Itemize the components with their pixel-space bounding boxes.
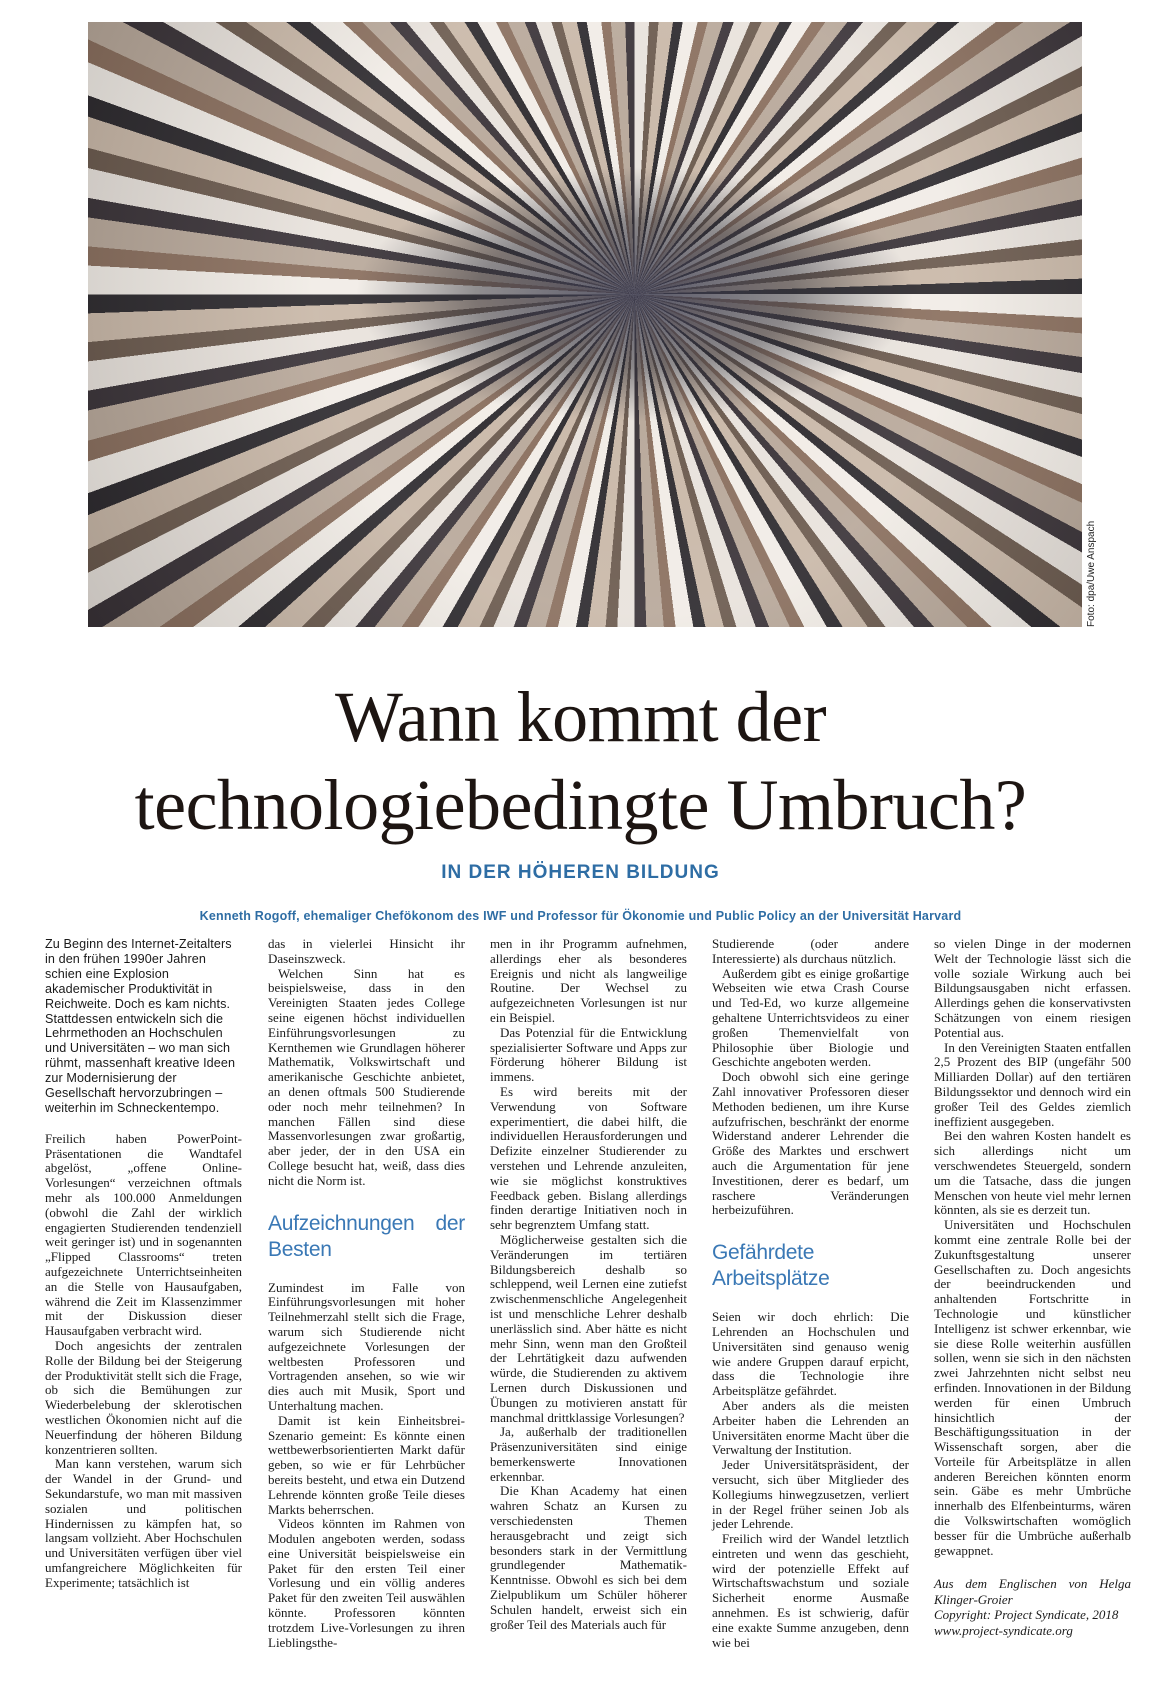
headline-line-2: technologiebedingte Umbruch? [134,765,1027,845]
translation-credit [934,1576,1131,1638]
paragraph: men in ihr Programm aufnehmen, allerdings eher als besonderes Ereignis und nicht als langweilige Routine. Der Wechsel zu aufgezeichneten Vorlesungen ist nur ein Beispiel. [490,936,687,1025]
copyright-notice: Copyright: Project Syndicate, 2018 [934,1607,1119,1623]
paragraph: Welchen Sinn hat es beispielsweise, dass in den Vereinigten Staaten jedes College seine eigenen höchst individuellen Einführungsvorlesungen zu Kernthemen wie Grundlagen höherer Mathematik, Volkswirtschaft und amerikanische Geschichte anbietet, an denen oftmals 500 Studierende oder noch mehr teilnehmen? In manchen Fällen sind diese Massenvorlesungen zwar großartig, aber jeder, der in den USA ein College besucht hat, weiß, dass dies nicht die Norm ist. [268,965,465,1188]
article-column-2 [268,937,465,1650]
article-column-3 [490,937,687,1632]
paragraph: Universitäten und Hochschulen kommt eine zentrale Rolle bei der Zukunftsgestaltung unserer Gesellschaften zu. Doch angesichts der beeindruckenden und anhaltenden Fortschritte in Technologie und künstlicher Intelligenz ist schwer erkennbar, wie sie diese Rolle weiterhin ausfüllen sollen, wenn sie sich in den nächsten zwei Jahrzehnten nicht selbst neu erfinden. Innovationen in der Bildung werden für einen Umbruch hinsichtlich der Beschäftigungssituation in der Wissenschaft sorgen, aber die Vorteile für Arbeitsplätze in allen anderen Bereichen könnten enorm sein. Gäbe es mehr Umbrüche innerhalb des Elfenbeinturms, wären die Volkswirtschaften womöglich besser für die Umbrüche außerhalb gewappnet. [934,1217,1131,1558]
paragraph: Bei den wahren Kosten handelt es sich allerdings nicht um verschwendetes Steuergeld, sondern um die Tatsache, dass die jungen Menschen von heute viel mehr lernen könnten, als sie es derzeit tun. [934,1128,1131,1218]
paragraph: Aber anders als die meisten Arbeiter haben die Lehrenden an Universitäten enorme Macht über die Verwaltung der Institution. [712,1397,909,1458]
translator-credit: Aus dem Englischen von Helga Klinger-Groier [934,1576,1131,1607]
paragraph: Doch angesichts der zentralen Rolle der Bildung bei der Steigerung der Produktivität stellt sich die Frage, ob sich die Bemühungen zur Wiederbelebung der sklerotischen westlichen Ökonomien nicht auf die Neuerfindung der höheren Bildung konzentrieren sollten. [45,1338,242,1457]
paragraph: Das Potenzial für die Entwicklung spezialisierter Software und Apps zur Förderung höherer Bildung ist immens. [490,1024,687,1085]
headline-line-1: Wann kommt der [334,677,827,757]
article-column-4 [712,937,909,1650]
source-link[interactable]: www.project-syndicate.org [934,1622,1073,1638]
paragraph: Studierende (oder andere Interessierte) als durchaus nützlich. [712,936,909,966]
paragraph: Die Khan Academy hat einen wahren Schatz an Kursen zu verschiedensten Themen herausgebracht und zeigt sich besonders stark in der Vermittlung grundlegender Mathematik-Kenntnisse. Obwohl es sich bei dem Zielpublikum um Schüler höherer Schulen handelt, erweist sich ein großer Teil des Materials auch für [490,1483,687,1632]
paragraph: Ja, außerhalb der traditionellen Präsenzuniversitäten sind einige bemerkenswerte Innovationen erkennbar. [490,1424,687,1484]
paragraph: Außerdem gibt es einige großartige Webseiten wie etwa Crash Course und Ted-Ed, wo kurze allgemeine gehaltene Unterrichtsvideos zu einer großen Themenvielfalt von Philosophie über Biologie und Geschichte angeboten werden. [712,965,909,1070]
section-heading-aufzeichnungen: Aufzeichnungen der Besten [268,1211,465,1261]
paragraph: das in vielerlei Hinsicht ihr Daseinszweck. [268,936,465,966]
lead-paragraph: Zu Beginn des Internet-Zeitalters in den frühen 1990er Jahren schien eine Explosion akademischer Produktivität in Reichweite. Doch es kam nichts. Stattdessen entwickeln sich die Lehrmethoden an Hochschulen und Universitäten – wo man sich rühmt, massenhaft kreative Ideen zur Modernisierung der Gesellschaft hervorzubringen – weiterhin im Schneckentempo. [45,937,236,1115]
article-column-5 [934,937,1131,1638]
paragraph: Zumindest im Falle von Einführungsvorlesungen mit hoher Teilnehmerzahl stellt sich die Frage, warum sich Studierende nicht aufgezeichnete Vorlesungen der weltbesten Professoren und Vortragenden ansehen, so wie wir dies auch mit Musik, Sport und Unterhaltung machen. [268,1279,465,1413]
paragraph: Seien wir doch ehrlich: Die Lehrenden an Hochschulen und Universitäten sind genauso wenig wie andere Gruppen darauf erpicht, dass die Technologie ihre Arbeitsplätze gefährdet. [712,1309,909,1399]
article-column-1 [45,937,242,1591]
paragraph: Möglicherweise gestalten sich die Veränderungen im tertiären Bildungsbereich deshalb so schleppend, weil Lernen eine zutiefst zwischenmenschliche Angelegenheit ist und menschliche Lehrer deshalb unerlässlich sind. Aber hätte es nicht mehr Sinn, wenn man den Großteil der Lehrtätigkeit dazu aufwenden würde, die Studierenden zu aktivem Lernen durch Diskussionen und Übungen zu motivieren anstatt für manchmal drittklassige Vorlesungen? [490,1231,687,1425]
subheadline: IN DER HÖHEREN BILDUNG [441,862,720,883]
paragraph: Man kann verstehen, warum sich der Wandel in der Grund- und Sekundarstufe, wo man mit massiven sozialen und politischen Hindernissen zu kämpfen hat, so langsam vollzieht. Aber Hochschulen und Universitäten verfügen über viel umfangreichere Möglichkeiten für Experimente; tatsächlich ist [45,1456,242,1590]
paragraph: Es wird bereits mit der Verwendung von Software experimentiert, die dabei hilft, die individuellen Herausforderungen und Defizite einzelner Studierender zu verstehen und Lehrende anzuleiten, wie sie möglichst konstruktives Feedback geben. Bislang allerdings finden derartige Initiativen noch in sehr begrenztem Umfang statt. [490,1083,687,1233]
lecture-hall-photo [88,22,1082,627]
paragraph: so vielen Dinge in der modernen Welt der Technologie lässt sich die volle soziale Wirkung auch bei Bildungsausgaben nicht erfassen. Allerdings gehen die konservativsten Schätzungen von einem riesigen Potential aus. [934,936,1131,1040]
photo-credit: Foto: dpa/Uwe Anspach [1086,520,1097,627]
paragraph: In den Vereinigten Staaten entfallen 2,5 Prozent des BIP (ungefähr 500 Milliarden Dollar) auf den tertiären Bildungssektor und dennoch wird ein großer Teil des Geldes ziemlich ineffizient ausgegeben. [934,1039,1131,1129]
section-heading-arbeitsplaetze: Gefährdete Arbeitsplätze [712,1241,830,1291]
author-byline: Kenneth Rogoff, ehemaliger Chefökonom des IWF und Professor für Ökonomie und Public Policy an der Universität Harvard [199,909,962,923]
paragraph: Doch obwohl sich eine geringe Zahl innovativer Professoren dieser Methoden bedienen, um ihre Kurse aufzufrischen, beschränkt der enorme Widerstand anderer Lehrender die Größe des Marktes und erschwert auch die Argumentation für jene Investitionen, derer es bedarf, um raschere Veränderungen herbeizuführen. [712,1069,909,1218]
headline [40,673,1121,849]
paragraph: Videos könnten im Rahmen von Modulen angeboten werden, sodass eine Universität beispielsweise ein Paket für den ersten Teil einer Vorlesung und ein völlig anderes Paket für den zweiten Teil auswählen könnte. Professoren könnten trotzdem Live-Vorlesungen zu ihren Lieblingsthe- [268,1516,465,1650]
paragraph: Freilich haben PowerPoint-Präsentationen die Wandtafel abgelöst, „offene Online-Vorlesungen“ verzeichnen oftmals mehr als 100.000 Anmeldungen (obwohl die Zahl der wirklich engagierten Studierenden tendenziell weit geringer ist) und in sogenannten „Flipped Classrooms“ treten aufgezeichnete Unterrichtseinheiten an die Stelle von Hausaufgaben, während die Zeit im Klassenzimmer mit der Diskussion dieser Hausaufgaben verbracht wird. [45,1130,242,1339]
paragraph: Damit ist kein Einheitsbrei-Szenario gemeint: Es könnte einen wettbewerbsorientierten Markt dafür geben, so wie er für Lehrbücher bereits besteht, und etwa ein Dutzend Lehrende könnten große Teile dieses Markts beherrschen. [268,1412,465,1517]
paragraph: Freilich wird der Wandel letztlich eintreten und wenn das geschieht, wird der potenzielle Effekt auf Wirtschaftswachstum und soziale Sicherheit enorme Ausmaße annehmen. Es ist schwierig, dafür eine exakte Summe anzugeben, denn wie bei [712,1531,909,1650]
paragraph: Jeder Universitätspräsident, der versucht, sich über Mitglieder des Kollegiums hinwegzusetzen, verliert in der Regel früher seinen Job als jeder Lehrende. [712,1457,909,1532]
